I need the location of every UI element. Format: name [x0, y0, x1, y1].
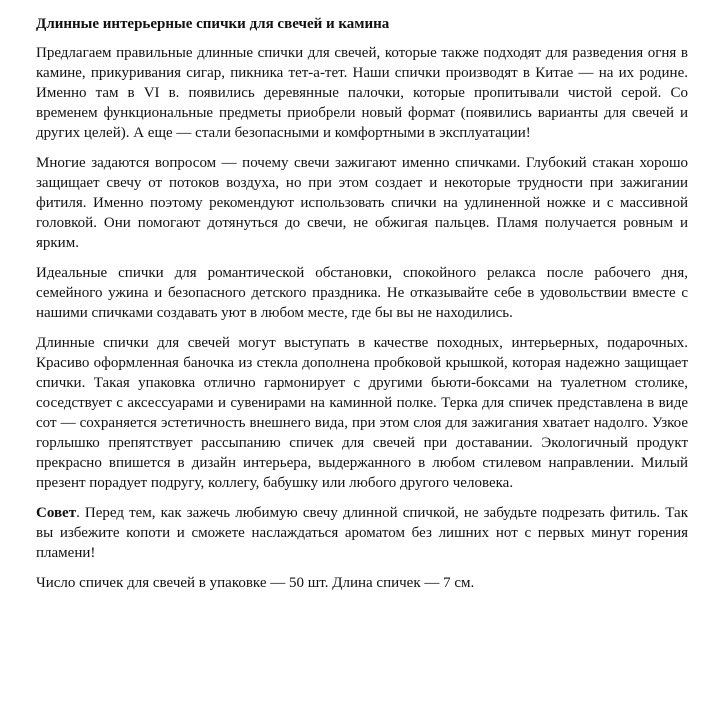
paragraph-ideal-use: Идеальные спички для романтической обстановки, спокойного релакса после рабочего дня, семейного ужина и безопасного детского праздника. Не отказывайте себе в удовольствии вместе с нашими спичками создавать уют в любом месте, где бы вы не находились.: [36, 265, 688, 321]
document-title: Длинные интерьерные спички для свечей и камина: [36, 16, 390, 32]
paragraph-intro: Предлагаем правильные длинные спички для свечей, которые также подходят для разведения огня в камине, прикуривания сигар, пикника тет-а-тет. Наши спички производят в Китае — на их родине. Именно там в VI в. появились деревянные палочки, которые пропитывали чистой серой. Со временем функциональные предметы приобрели новый формат (появились варианты для свечей и других целей). А еще — стали безопасными и комфортными в эксплуатации!: [36, 45, 688, 141]
paragraph-tip: [36, 503, 688, 563]
paragraph-packaging: Длинные спички для свечей могут выступать в качестве походных, интерьерных, подарочных. Красиво оформленная баночка из стекла дополнена пробковой крышкой, которая надежно защищает спички. Такая упаковка отлично гармонирует с другими бьюти-боксами на туалетном столике, соседствует с аксессуарами и сувенирами на каминной полке. Терка для спичек представлена в виде сот — сохраняется эстетичность внешнего вида, при этом слоя для зажигания хватает надолго. Узкое горлышко препятствует рассыпанию спичек для свечей при доставании. Экологичный продукт прекрасно впишется в дизайн интерьера, выдержанного в любом стилевом направлении. Милый презент порадует подругу, коллегу, бабушку или любого другого человека.: [36, 335, 688, 491]
tip-label: Совет: [36, 505, 77, 521]
paragraph-specs: Число спичек для свечей в упаковке — 50 шт. Длина спичек — 7 см.: [36, 575, 475, 591]
paragraph-why-matches: Многие задаются вопросом — почему свечи зажигают именно спичками. Глубокий стакан хорошо защищает свечу от потоков воздуха, но при этом создает и некоторые трудности при зажигании фитиля. Именно поэтому рекомендуют использовать спички на удлиненной ножке и с массивной головкой. Они помогают дотянуться до свечи, не обжигая пальцев. Пламя получается ровным и ярким.: [36, 155, 688, 251]
document-page: [36, 14, 688, 603]
tip-text: . Перед тем, как зажечь любимую свечу длинной спичкой, не забудьте подрезать фитиль. Так вы избежите копоти и сможете наслаждаться ароматом без лишних нот с первых минут горения пламени!: [36, 505, 688, 561]
